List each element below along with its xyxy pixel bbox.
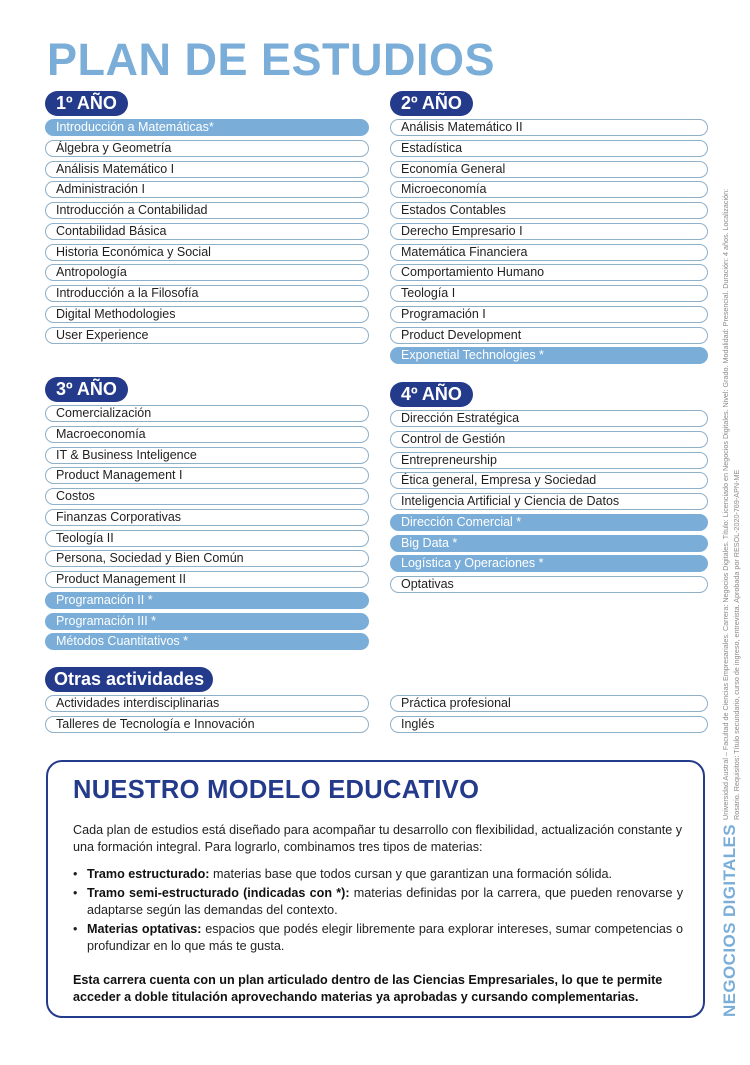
other-activities-grid — [45, 695, 708, 737]
model-bullet-item — [73, 866, 683, 883]
subject-pill-semi-structured: Exponetial Technologies * — [390, 347, 708, 364]
year-1-section — [45, 91, 369, 347]
subject-pill: Comportamiento Humano — [390, 264, 708, 281]
subject-pill: IT & Business Inteligence — [45, 447, 369, 464]
model-bullet-text: materias definidas por la carrera, que pueden renovarse y adaptarse según las demandas del contexto. — [87, 886, 684, 917]
legal-line-2: Rosario. Requisitos: Título secundario, curso de ingreso, entrevista. Aprobada por RESOL-2020-769-APN-ME — [732, 469, 741, 820]
year-3-section — [45, 377, 369, 654]
subject-pill: Administración I — [45, 181, 369, 198]
subject-pill: Macroeconomía — [45, 426, 369, 443]
subject-pill: Comercialización — [45, 405, 369, 422]
subject-pill: Teología I — [390, 285, 708, 302]
year-2-badge: 2º AÑO — [390, 91, 473, 116]
subject-pill: Introducción a Contabilidad — [45, 202, 369, 219]
model-bullet-item — [73, 885, 683, 919]
subject-pill: Microeconomía — [390, 181, 708, 198]
subject-pill: Economía General — [390, 161, 708, 178]
model-bullet-text: materias base que todos cursan y que garantizan una formación sólida. — [209, 867, 613, 881]
brand-vertical-label: NEGOCIOS DIGITALES — [720, 824, 739, 1017]
subject-pill: Optativas — [390, 576, 708, 593]
subject-pill: Derecho Empresario I — [390, 223, 708, 240]
subject-pill: Dirección Estratégica — [390, 410, 708, 427]
subject-pill: Finanzas Corporativas — [45, 509, 369, 526]
subject-pill: Costos — [45, 488, 369, 505]
bullet-icon: • — [73, 867, 78, 881]
bullet-icon: • — [73, 886, 78, 900]
year-4-subject-list — [390, 410, 708, 593]
subject-pill: Ética general, Empresa y Sociedad — [390, 472, 708, 489]
subject-pill: Introducción a la Filosofía — [45, 285, 369, 302]
subject-pill: Digital Methodologies — [45, 306, 369, 323]
model-bullet-term: Materias optativas: — [87, 922, 202, 936]
subject-pill-semi-structured: Big Data * — [390, 535, 708, 552]
other-activities-left-list — [45, 695, 369, 737]
subject-pill: Teología II — [45, 530, 369, 547]
year-1-subject-list — [45, 119, 369, 344]
subject-pill: Persona, Sociedad y Bien Común — [45, 550, 369, 567]
year-4-badge: 4º AÑO — [390, 382, 473, 407]
educational-model-closing: Esta carrera cuenta con un plan articulado dentro de las Ciencias Empresariales, lo que te permite acceder a doble titulación aprovechando materias ya aprobadas y cursando complementarias. — [73, 973, 663, 1004]
legal-line-1: Universidad Austral – Facultad de Ciencias Empresariales. Carrera: Negocios Digitales. Título: Licenciado en Negocios Digitales. Nivel: Grado. Modalidad: Presencial. Duración: 4 años. Localización: — [721, 188, 730, 820]
other-activities-right-list — [390, 695, 708, 737]
year-2-section — [390, 91, 708, 368]
other-activities-badge: Otras actividades — [45, 667, 213, 692]
subject-pill: Entrepreneurship — [390, 452, 708, 469]
subject-pill: Antropología — [45, 264, 369, 281]
subject-pill: Estados Contables — [390, 202, 708, 219]
legal-vertical-text — [720, 40, 742, 820]
subject-pill-semi-structured: Métodos Cuantitativos * — [45, 633, 369, 650]
activity-pill: Práctica profesional — [390, 695, 708, 712]
other-activities-section — [45, 667, 708, 737]
subject-pill-semi-structured: Dirección Comercial * — [390, 514, 708, 531]
activity-pill: Talleres de Tecnología e Innovación — [45, 716, 369, 733]
year-2-subject-list — [390, 119, 708, 364]
year-3-badge: 3º AÑO — [45, 377, 128, 402]
subject-pill: Product Management I — [45, 467, 369, 484]
subject-pill-semi-structured: Programación II * — [45, 592, 369, 609]
year-1-badge: 1º AÑO — [45, 91, 128, 116]
subject-pill: Inteligencia Artificial y Ciencia de Datos — [390, 493, 708, 510]
educational-model-list — [73, 866, 683, 957]
subject-pill: User Experience — [45, 327, 369, 344]
subject-pill: Product Management II — [45, 571, 369, 588]
educational-model-intro: Cada plan de estudios está diseñado para acompañar tu desarrollo con flexibilidad, actualización constante y una formación integral. Para lograrlo, combinamos tres tipos de materias: — [73, 823, 683, 854]
model-bullet-item — [73, 921, 683, 955]
educational-model-title: NUESTRO MODELO EDUCATIVO — [73, 776, 480, 804]
page-title: PLAN DE ESTUDIOS — [47, 34, 496, 85]
year-3-subject-list — [45, 405, 369, 650]
subject-pill-semi-structured: Introducción a Matemáticas* — [45, 119, 369, 136]
subject-pill: Matemática Financiera — [390, 244, 708, 261]
subject-pill: Álgebra y Geometría — [45, 140, 369, 157]
subject-pill: Contabilidad Básica — [45, 223, 369, 240]
subject-pill-semi-structured: Programación III * — [45, 613, 369, 630]
model-bullet-text: espacios que podés elegir libremente para explorar intereses, sumar competencias o profundizar en lo que más te gusta. — [87, 922, 683, 953]
subject-pill: Product Development — [390, 327, 708, 344]
subject-pill: Análisis Matemático I — [45, 161, 369, 178]
activity-pill: Inglés — [390, 716, 708, 733]
subject-pill: Análisis Matemático II — [390, 119, 708, 136]
subject-pill-semi-structured: Logística y Operaciones * — [390, 555, 708, 572]
educational-model-box — [46, 760, 705, 1018]
model-bullet-term: Tramo estructurado: — [87, 867, 210, 881]
subject-pill: Estadística — [390, 140, 708, 157]
subject-pill: Control de Gestión — [390, 431, 708, 448]
subject-pill: Programación I — [390, 306, 708, 323]
year-4-section — [390, 382, 708, 597]
subject-pill: Historia Económica y Social — [45, 244, 369, 261]
activity-pill: Actividades interdisciplinarias — [45, 695, 369, 712]
bullet-icon: • — [73, 922, 78, 936]
model-bullet-term: Tramo semi-estructurado (indicadas con *): — [87, 886, 350, 900]
